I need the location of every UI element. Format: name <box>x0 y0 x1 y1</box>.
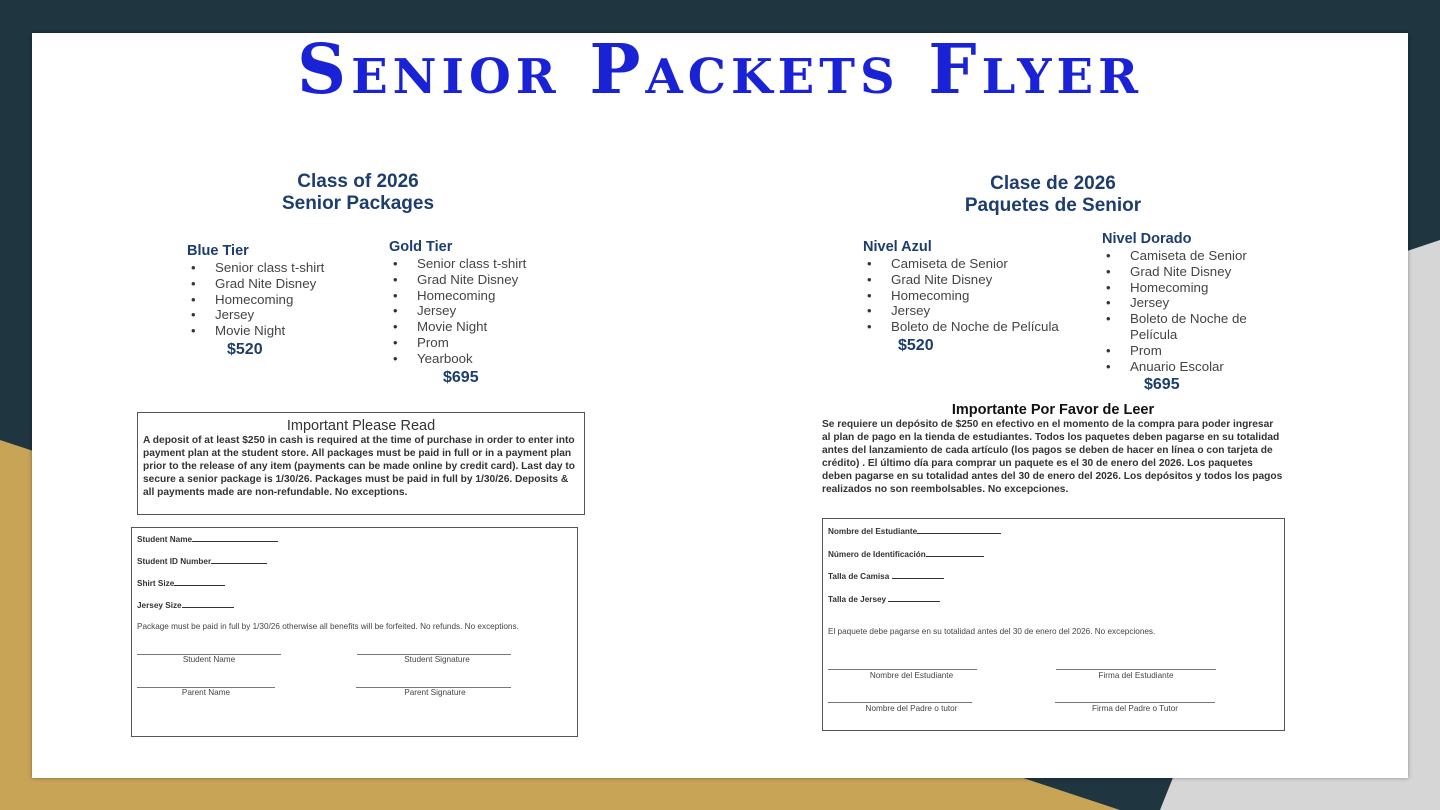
important-notice-title: Important Please Read <box>286 418 436 434</box>
page-title: Senior Packets Flyer <box>296 30 1144 110</box>
nivel-azul-list <box>863 256 1093 335</box>
parent-name-caption: Parent Name <box>181 688 231 697</box>
english-header-line1: Class of 2026 <box>297 171 419 192</box>
student-signature-caption: Student Signature <box>404 655 470 664</box>
nivel-dorado-tier <box>1102 231 1277 394</box>
list-item: • Anuario Escolar <box>1102 359 1277 375</box>
firma-estudiante-caption: Firma del Estudiante <box>1098 671 1174 680</box>
list-item: • Jersey <box>187 307 377 323</box>
nivel-azul-title: Nivel Azul <box>863 239 932 255</box>
student-name-field[interactable]: Student Name <box>137 533 278 544</box>
list-item: • Movie Night <box>187 323 377 339</box>
student-id-field[interactable]: Student ID Number <box>137 555 267 566</box>
talla-jersey-field[interactable]: Talla de Jersey <box>828 593 940 604</box>
gold-tier-list <box>389 256 589 367</box>
firma-padre-line[interactable] <box>1055 702 1215 703</box>
list-item: • Boleto de Noche de Película <box>863 319 1093 335</box>
blue-tier-title: Blue Tier <box>187 243 249 259</box>
list-item: • Jersey <box>1102 295 1277 311</box>
nota-pago: El paquete debe pagarse en su totalidad antes del 30 de enero del 2026. No excepciones. <box>828 627 1156 636</box>
student-form <box>131 527 578 737</box>
list-item: • Grad Nite Disney <box>1102 264 1277 280</box>
spanish-header-line2: Paquetes de Senior <box>964 195 1142 216</box>
important-notice-box <box>137 412 585 515</box>
list-item: • Boleto de Noche de Película <box>1102 311 1277 343</box>
list-item: • Homecoming <box>187 292 377 308</box>
list-item: • Homecoming <box>863 288 1093 304</box>
list-item: • Prom <box>1102 343 1277 359</box>
list-item: • Senior class t-shirt <box>187 260 377 276</box>
student-name-caption: Student Name <box>182 655 236 664</box>
list-item: • Grad Nite Disney <box>187 276 377 292</box>
nivel-azul-tier <box>863 239 1093 355</box>
nivel-dorado-list <box>1102 248 1277 374</box>
list-item: • Homecoming <box>1102 280 1277 296</box>
nombre-padre-line[interactable] <box>828 702 972 703</box>
list-item: • Homecoming <box>389 288 589 304</box>
gold-tier-title: Gold Tier <box>389 239 453 255</box>
payment-note: Package must be paid in full by 1/30/26 otherwise all benefits will be forfeited. No refunds. No exceptions. <box>137 622 519 631</box>
list-item: • Jersey <box>863 303 1093 319</box>
firma-padre-caption: Firma del Padre o Tutor <box>1091 704 1178 713</box>
nivel-dorado-price: $695 <box>1144 376 1180 394</box>
parent-signature-caption: Parent Signature <box>404 688 466 697</box>
blue-tier-list <box>187 260 377 339</box>
list-item: • Grad Nite Disney <box>863 272 1093 288</box>
english-header <box>218 171 498 215</box>
nombre-estudiante-caption: Nombre del Estudiante <box>869 671 954 680</box>
nombre-padre-caption: Nombre del Padre o tutor <box>865 704 958 713</box>
blue-tier-price: $520 <box>227 340 263 358</box>
formulario-estudiante <box>822 518 1285 731</box>
importante-notice-title: Importante Por Favor de Leer <box>951 402 1155 418</box>
gold-tier <box>389 239 589 387</box>
list-item: • Movie Night <box>389 319 589 335</box>
spanish-header-line1: Clase de 2026 <box>990 173 1116 194</box>
nivel-dorado-title: Nivel Dorado <box>1102 231 1192 247</box>
list-item: • Camiseta de Senior <box>1102 248 1277 264</box>
list-item: • Prom <box>389 335 589 351</box>
list-item: • Jersey <box>389 303 589 319</box>
nivel-azul-price: $520 <box>898 336 934 354</box>
gold-tier-price: $695 <box>443 368 479 386</box>
jersey-size-field[interactable]: Jersey Size <box>137 599 234 610</box>
list-item: • Yearbook <box>389 351 589 367</box>
nombre-estudiante-field[interactable]: Nombre del Estudiante <box>828 525 1001 536</box>
importante-notice <box>822 402 1284 496</box>
importante-notice-body: Se requiere un depósito de $250 en efectivo en el momento de la compra para poder ingresar al plan de pago en la tienda de estudiantes. Todos los paquetes deben pagarse en su totalidad antes del lanzamiento de cada artículo (los pagos se deben de hacer en línea o con tarjeta de crédito) . El último día para comprar un paquete es el 30 de enero del 2026. Los paquetes deben pagarse en su totalidad antes del 30 de enero del 2026. Los depósitos y todos los pagos realizados no son reembolsables. No excepciones. <box>822 419 1283 495</box>
nombre-estudiante-line[interactable] <box>828 669 977 670</box>
list-item: • Camiseta de Senior <box>863 256 1093 272</box>
english-header-line2: Senior Packages <box>281 193 435 214</box>
spanish-header <box>913 173 1193 217</box>
shirt-size-field[interactable]: Shirt Size <box>137 577 225 588</box>
list-item: • Senior class t-shirt <box>389 256 589 272</box>
blue-tier <box>187 243 377 359</box>
firma-estudiante-line[interactable] <box>1056 669 1216 670</box>
numero-identificacion-field[interactable]: Número de Identificación <box>828 548 984 559</box>
talla-camisa-field[interactable]: Talla de Camisa <box>828 570 944 581</box>
list-item: • Grad Nite Disney <box>389 272 589 288</box>
important-notice-body: A deposit of at least $250 in cash is required at the time of purchase in order to enter into payment plan at the student store. All packages must be paid in full or in a payment plan prior to the release of any item (payments can be made online by credit card). Last day to secure a senior package is 1/30/26. Packages must be paid in full by 1/30/26. Deposits & all payments made are non-refundable. No exceptions. <box>143 435 575 498</box>
